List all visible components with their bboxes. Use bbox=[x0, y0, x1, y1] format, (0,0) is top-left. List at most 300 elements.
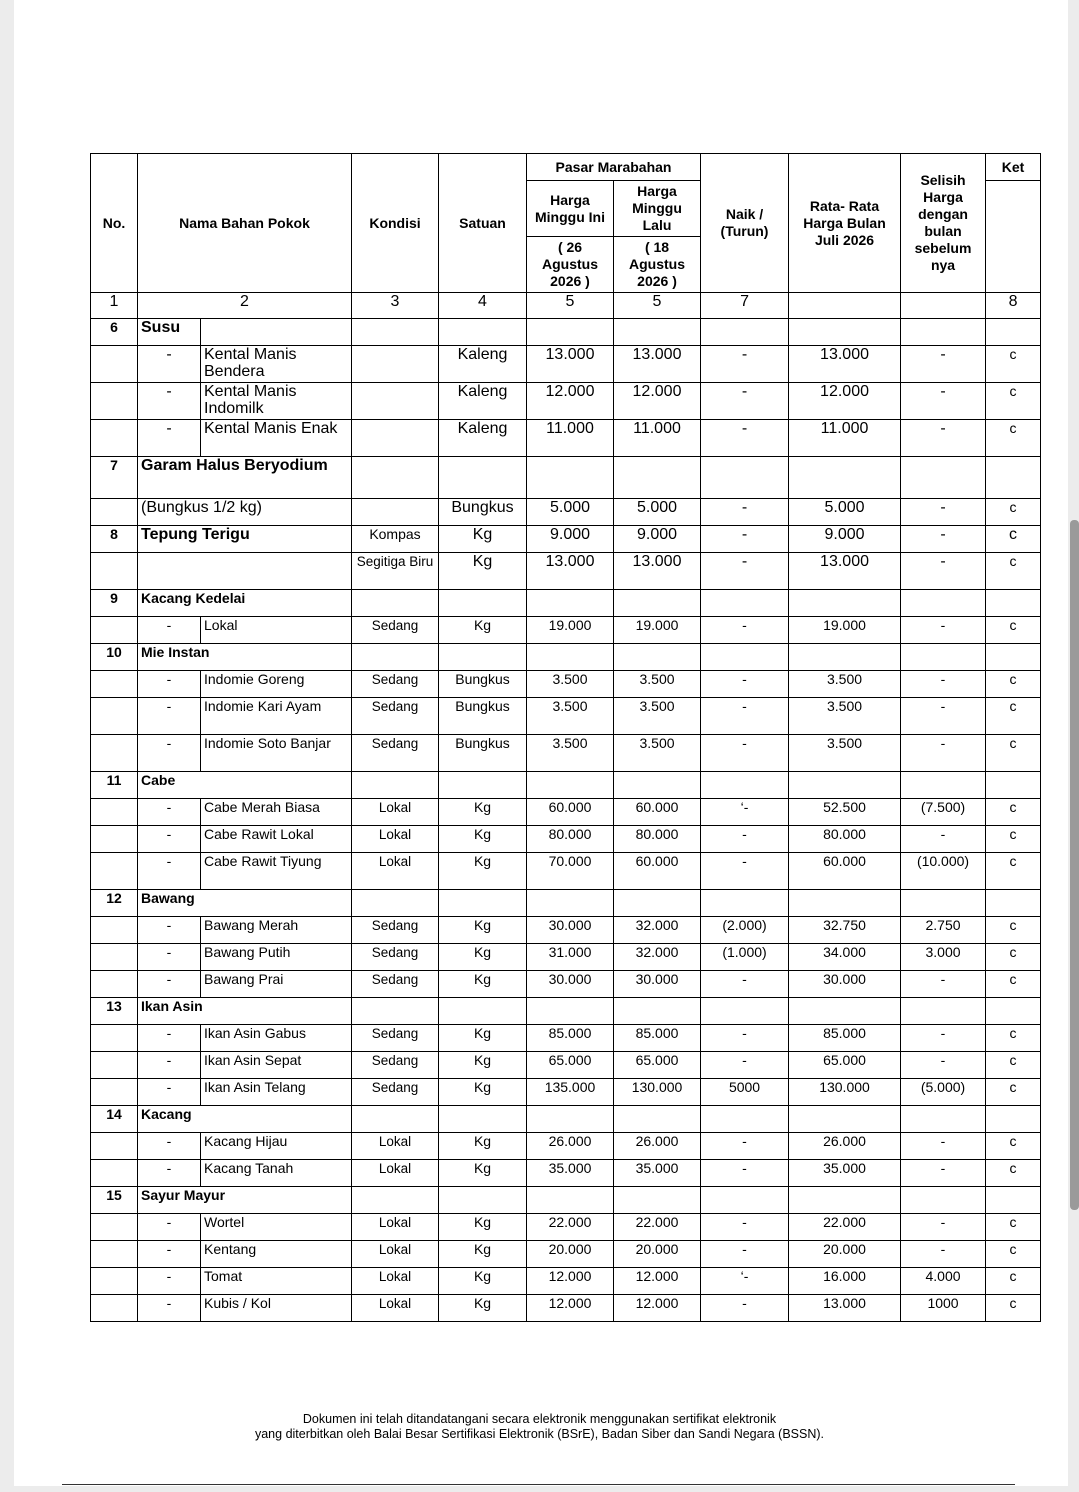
item-row bbox=[91, 1268, 1041, 1295]
naik-turun-cell: - bbox=[701, 1133, 789, 1160]
selisih-cell: (5.000) bbox=[901, 1079, 986, 1106]
kondisi-cell bbox=[352, 420, 439, 457]
rata-rata-cell: 13.000 bbox=[789, 553, 901, 590]
ket-cell: c bbox=[986, 383, 1041, 420]
naik-turun-cell: - bbox=[701, 499, 789, 526]
rata-rata-cell: 11.000 bbox=[789, 420, 901, 457]
empty-cell bbox=[527, 1187, 614, 1214]
group-row bbox=[91, 1187, 1041, 1214]
item-dash: - bbox=[138, 1295, 201, 1322]
header-pasar: Pasar Marabahan bbox=[527, 154, 701, 181]
kondisi-cell: Sedang bbox=[352, 1079, 439, 1106]
item-row bbox=[91, 1133, 1041, 1160]
empty-cell bbox=[91, 553, 138, 590]
ket-cell: c bbox=[986, 1241, 1041, 1268]
ket-cell: c bbox=[986, 1268, 1041, 1295]
item-name: Indomie Kari Ayam bbox=[201, 698, 352, 735]
naik-turun-cell: - bbox=[701, 735, 789, 772]
harga-ini-cell: 20.000 bbox=[527, 1241, 614, 1268]
empty-cell bbox=[986, 590, 1041, 617]
naik-turun-cell: 5000 bbox=[701, 1079, 789, 1106]
empty-cell bbox=[901, 1187, 986, 1214]
empty-cell bbox=[91, 499, 138, 526]
numbering-cell: 3 bbox=[352, 293, 439, 319]
selisih-cell: (10.000) bbox=[901, 853, 986, 890]
empty-cell bbox=[701, 890, 789, 917]
satuan-cell: Kaleng bbox=[439, 383, 527, 420]
satuan-cell: Kg bbox=[439, 826, 527, 853]
harga-ini-cell: 31.000 bbox=[527, 944, 614, 971]
harga-lalu-cell: 3.500 bbox=[614, 735, 701, 772]
header-kondisi: Kondisi bbox=[352, 154, 439, 293]
empty-cell bbox=[986, 1106, 1041, 1133]
item-dash: - bbox=[138, 799, 201, 826]
group-row bbox=[91, 319, 1041, 346]
group-row bbox=[91, 890, 1041, 917]
selisih-cell: - bbox=[901, 1133, 986, 1160]
satuan-cell: Kg bbox=[439, 1025, 527, 1052]
satuan-cell: Kg bbox=[439, 1160, 527, 1187]
group-name: Sayur Mayur bbox=[138, 1187, 352, 1214]
empty-cell bbox=[986, 644, 1041, 671]
naik-turun-cell: - bbox=[701, 1241, 789, 1268]
ket-cell: c bbox=[986, 1079, 1041, 1106]
harga-lalu-cell: 20.000 bbox=[614, 1241, 701, 1268]
table-body bbox=[91, 319, 1041, 1322]
item-row bbox=[91, 553, 1041, 590]
empty-cell bbox=[439, 1106, 527, 1133]
empty-cell bbox=[614, 590, 701, 617]
empty-cell bbox=[789, 644, 901, 671]
group-name: Kacang bbox=[138, 1106, 352, 1133]
group-name: Mie Instan bbox=[138, 644, 352, 671]
kondisi-cell: Sedang bbox=[352, 617, 439, 644]
harga-lalu-cell: 13.000 bbox=[614, 346, 701, 383]
rata-rata-cell: 3.500 bbox=[789, 735, 901, 772]
header-ket: Ket bbox=[986, 154, 1041, 181]
empty-cell bbox=[91, 853, 138, 890]
table-header bbox=[91, 154, 1041, 319]
empty-cell bbox=[352, 1106, 439, 1133]
item-name: Kacang Hijau bbox=[201, 1133, 352, 1160]
item-row bbox=[91, 383, 1041, 420]
numbering-cell bbox=[789, 293, 901, 319]
rata-rata-cell: 130.000 bbox=[789, 1079, 901, 1106]
empty-cell bbox=[986, 1187, 1041, 1214]
empty-cell bbox=[789, 590, 901, 617]
item-dash: - bbox=[138, 826, 201, 853]
selisih-cell: 3.000 bbox=[901, 944, 986, 971]
item-dash: - bbox=[138, 917, 201, 944]
empty-cell bbox=[701, 1187, 789, 1214]
empty-cell bbox=[986, 319, 1041, 346]
item-name: Bawang Prai bbox=[201, 971, 352, 998]
signature-notice bbox=[0, 1412, 1079, 1442]
empty-cell bbox=[901, 457, 986, 499]
naik-turun-cell: - bbox=[701, 1160, 789, 1187]
harga-lalu-cell: 65.000 bbox=[614, 1052, 701, 1079]
naik-turun-cell: - bbox=[701, 671, 789, 698]
satuan-cell: Kg bbox=[439, 1079, 527, 1106]
item-dash: - bbox=[138, 853, 201, 890]
kondisi-cell bbox=[352, 383, 439, 420]
item-name: Ikan Asin Gabus bbox=[201, 1025, 352, 1052]
ket-cell: c bbox=[986, 553, 1041, 590]
selisih-cell: 1000 bbox=[901, 1295, 986, 1322]
group-number: 9 bbox=[91, 590, 138, 617]
harga-ini-cell: 13.000 bbox=[527, 553, 614, 590]
item-name: Cabe Rawit Tiyung bbox=[201, 853, 352, 890]
harga-ini-cell: 3.500 bbox=[527, 671, 614, 698]
group-number: 12 bbox=[91, 890, 138, 917]
naik-turun-cell: - bbox=[701, 617, 789, 644]
rata-rata-cell: 13.000 bbox=[789, 1295, 901, 1322]
kondisi-cell: Sedang bbox=[352, 944, 439, 971]
item-row bbox=[91, 799, 1041, 826]
kondisi-cell: Sedang bbox=[352, 735, 439, 772]
header-harga-lalu: Harga Minggu Lalu bbox=[614, 181, 701, 237]
empty-cell bbox=[901, 319, 986, 346]
header-tanggal-ini: ( 26 Agustus 2026 ) bbox=[527, 237, 614, 293]
empty-cell bbox=[901, 772, 986, 799]
empty-cell bbox=[614, 772, 701, 799]
naik-turun-cell: - bbox=[701, 420, 789, 457]
item-name bbox=[138, 553, 352, 590]
satuan-cell: Kg bbox=[439, 971, 527, 998]
item-name: Ikan Asin Sepat bbox=[201, 1052, 352, 1079]
ket-cell: c bbox=[986, 1133, 1041, 1160]
kondisi-cell: Kompas bbox=[352, 526, 439, 553]
group-number: 11 bbox=[91, 772, 138, 799]
harga-ini-cell: 30.000 bbox=[527, 917, 614, 944]
item-dash: - bbox=[138, 617, 201, 644]
empty-cell bbox=[527, 590, 614, 617]
item-dash: - bbox=[138, 1241, 201, 1268]
harga-ini-cell: 65.000 bbox=[527, 1052, 614, 1079]
empty-cell bbox=[901, 1106, 986, 1133]
empty-cell bbox=[91, 346, 138, 383]
ket-cell: c bbox=[986, 1160, 1041, 1187]
item-dash: - bbox=[138, 1214, 201, 1241]
empty-cell bbox=[527, 644, 614, 671]
empty-cell bbox=[986, 890, 1041, 917]
kondisi-cell: Lokal bbox=[352, 1295, 439, 1322]
numbering-cell: 5 bbox=[614, 293, 701, 319]
item-name: Bawang Merah bbox=[201, 917, 352, 944]
item-row bbox=[91, 1241, 1041, 1268]
item-name: Indomie Soto Banjar bbox=[201, 735, 352, 772]
naik-turun-cell: - bbox=[701, 826, 789, 853]
empty-cell bbox=[527, 457, 614, 499]
empty-cell bbox=[701, 644, 789, 671]
empty-cell bbox=[614, 1187, 701, 1214]
item-row bbox=[91, 617, 1041, 644]
naik-turun-cell: ‘- bbox=[701, 799, 789, 826]
empty-cell bbox=[439, 644, 527, 671]
signature-notice-line-2: yang diterbitkan oleh Balai Besar Sertifikasi Elektronik (BSrE), Badan Siber dan Sandi Negara (BSSN). bbox=[254, 1427, 825, 1441]
rata-rata-cell: 26.000 bbox=[789, 1133, 901, 1160]
ket-cell: c bbox=[986, 526, 1041, 553]
item-dash: - bbox=[138, 1160, 201, 1187]
empty-cell bbox=[614, 644, 701, 671]
ket-cell: c bbox=[986, 853, 1041, 890]
selisih-cell: - bbox=[901, 420, 986, 457]
empty-cell bbox=[789, 998, 901, 1025]
header-rata: Rata- Rata Harga Bulan Juli 2026 bbox=[789, 154, 901, 293]
empty-cell bbox=[789, 1187, 901, 1214]
empty-cell bbox=[91, 420, 138, 457]
empty-cell bbox=[701, 1106, 789, 1133]
item-dash: - bbox=[138, 971, 201, 998]
empty-cell bbox=[91, 1025, 138, 1052]
ket-cell: c bbox=[986, 799, 1041, 826]
harga-ini-cell: 35.000 bbox=[527, 1160, 614, 1187]
empty-cell bbox=[439, 998, 527, 1025]
selisih-cell: - bbox=[901, 671, 986, 698]
satuan-cell: Kg bbox=[439, 1214, 527, 1241]
harga-ini-cell: 5.000 bbox=[527, 499, 614, 526]
harga-lalu-cell: 22.000 bbox=[614, 1214, 701, 1241]
item-row bbox=[91, 1295, 1041, 1322]
selisih-cell: - bbox=[901, 1025, 986, 1052]
kondisi-cell: Lokal bbox=[352, 1241, 439, 1268]
ket-cell: c bbox=[986, 826, 1041, 853]
item-name: Bawang Putih bbox=[201, 944, 352, 971]
empty-cell bbox=[986, 772, 1041, 799]
kondisi-cell: Sedang bbox=[352, 1052, 439, 1079]
rata-rata-cell: 85.000 bbox=[789, 1025, 901, 1052]
item-name: Wortel bbox=[201, 1214, 352, 1241]
harga-ini-cell: 3.500 bbox=[527, 735, 614, 772]
numbering-cell: 8 bbox=[986, 293, 1041, 319]
ket-cell: c bbox=[986, 971, 1041, 998]
item-dash: - bbox=[138, 1052, 201, 1079]
numbering-cell: 1 bbox=[91, 293, 138, 319]
header-nama: Nama Bahan Pokok bbox=[138, 154, 352, 293]
naik-turun-cell: - bbox=[701, 971, 789, 998]
harga-ini-cell: 12.000 bbox=[527, 1268, 614, 1295]
satuan-cell: Kg bbox=[439, 617, 527, 644]
harga-lalu-cell: 60.000 bbox=[614, 799, 701, 826]
item-name: Kental Manis Bendera bbox=[201, 346, 352, 383]
naik-turun-cell: (2.000) bbox=[701, 917, 789, 944]
empty-cell bbox=[91, 383, 138, 420]
kondisi-cell: Sedang bbox=[352, 917, 439, 944]
satuan-cell: Kaleng bbox=[439, 346, 527, 383]
empty-cell bbox=[986, 457, 1041, 499]
price-table bbox=[90, 153, 1041, 1322]
selisih-cell: - bbox=[901, 553, 986, 590]
empty-cell bbox=[91, 971, 138, 998]
harga-ini-cell: 13.000 bbox=[527, 346, 614, 383]
group-number: 14 bbox=[91, 1106, 138, 1133]
rata-rata-cell: 32.750 bbox=[789, 917, 901, 944]
selisih-cell: 4.000 bbox=[901, 1268, 986, 1295]
harga-ini-cell: 22.000 bbox=[527, 1214, 614, 1241]
naik-turun-cell: - bbox=[701, 526, 789, 553]
empty-cell bbox=[614, 998, 701, 1025]
empty-cell bbox=[901, 644, 986, 671]
satuan-cell: Kg bbox=[439, 1268, 527, 1295]
harga-ini-cell: 135.000 bbox=[527, 1079, 614, 1106]
rata-rata-cell: 3.500 bbox=[789, 698, 901, 735]
empty-cell bbox=[527, 998, 614, 1025]
naik-turun-cell: - bbox=[701, 1052, 789, 1079]
kondisi-cell: Lokal bbox=[352, 1133, 439, 1160]
satuan-cell: Kg bbox=[439, 944, 527, 971]
satuan-cell: Kg bbox=[439, 1133, 527, 1160]
kondisi-cell bbox=[352, 346, 439, 383]
satuan-cell: Kg bbox=[439, 1052, 527, 1079]
item-name: Cabe Rawit Lokal bbox=[201, 826, 352, 853]
rata-rata-cell: 30.000 bbox=[789, 971, 901, 998]
selisih-cell: (7.500) bbox=[901, 799, 986, 826]
empty-cell bbox=[701, 998, 789, 1025]
harga-ini-cell: 19.000 bbox=[527, 617, 614, 644]
rata-rata-cell: 12.000 bbox=[789, 383, 901, 420]
harga-lalu-cell: 12.000 bbox=[614, 1268, 701, 1295]
empty-cell bbox=[439, 319, 527, 346]
scrollbar[interactable] bbox=[1070, 520, 1079, 1210]
item-row bbox=[91, 1214, 1041, 1241]
numbering-cell: 2 bbox=[138, 293, 352, 319]
empty-cell bbox=[91, 735, 138, 772]
group-name: Tepung Terigu bbox=[138, 526, 352, 553]
empty-cell bbox=[901, 998, 986, 1025]
empty-cell bbox=[789, 890, 901, 917]
harga-lalu-cell: 26.000 bbox=[614, 1133, 701, 1160]
empty-cell bbox=[91, 1079, 138, 1106]
harga-lalu-cell: 130.000 bbox=[614, 1079, 701, 1106]
empty-cell bbox=[91, 1160, 138, 1187]
ket-cell: c bbox=[986, 944, 1041, 971]
group-row bbox=[91, 1106, 1041, 1133]
item-dash: - bbox=[138, 1268, 201, 1295]
ket-cell: c bbox=[986, 671, 1041, 698]
empty-cell bbox=[352, 1187, 439, 1214]
rata-rata-cell: 16.000 bbox=[789, 1268, 901, 1295]
rata-rata-cell: 9.000 bbox=[789, 526, 901, 553]
selisih-cell: - bbox=[901, 1052, 986, 1079]
item-name: Kental Manis Enak bbox=[201, 420, 352, 457]
ket-cell: c bbox=[986, 346, 1041, 383]
item-dash: - bbox=[138, 1133, 201, 1160]
harga-lalu-cell: 85.000 bbox=[614, 1025, 701, 1052]
harga-ini-cell: 60.000 bbox=[527, 799, 614, 826]
ket-cell: c bbox=[986, 420, 1041, 457]
satuan-cell: Kaleng bbox=[439, 420, 527, 457]
empty-cell bbox=[614, 319, 701, 346]
empty-cell bbox=[701, 319, 789, 346]
selisih-cell: - bbox=[901, 735, 986, 772]
harga-ini-cell: 30.000 bbox=[527, 971, 614, 998]
item-name: Kacang Tanah bbox=[201, 1160, 352, 1187]
group-name: Kacang Kedelai bbox=[138, 590, 352, 617]
empty-cell bbox=[527, 319, 614, 346]
rata-rata-cell: 52.500 bbox=[789, 799, 901, 826]
harga-ini-cell: 80.000 bbox=[527, 826, 614, 853]
harga-ini-cell: 85.000 bbox=[527, 1025, 614, 1052]
empty-cell bbox=[91, 671, 138, 698]
item-dash: - bbox=[138, 346, 201, 383]
rata-rata-cell: 22.000 bbox=[789, 1214, 901, 1241]
group-row bbox=[91, 644, 1041, 671]
selisih-cell: 2.750 bbox=[901, 917, 986, 944]
naik-turun-cell: - bbox=[701, 1295, 789, 1322]
harga-lalu-cell: 35.000 bbox=[614, 1160, 701, 1187]
rata-rata-cell: 3.500 bbox=[789, 671, 901, 698]
rata-rata-cell: 19.000 bbox=[789, 617, 901, 644]
item-row bbox=[91, 971, 1041, 998]
header-tanggal-lalu: ( 18 Agustus 2026 ) bbox=[614, 237, 701, 293]
item-name: Cabe Merah Biasa bbox=[201, 799, 352, 826]
ket-cell: c bbox=[986, 1214, 1041, 1241]
empty-cell bbox=[439, 772, 527, 799]
item-name: Ikan Asin Telang bbox=[201, 1079, 352, 1106]
empty-cell bbox=[789, 1106, 901, 1133]
empty-cell bbox=[201, 319, 352, 346]
naik-turun-cell: - bbox=[701, 553, 789, 590]
bottom-rule bbox=[62, 1484, 1015, 1485]
harga-lalu-cell: 19.000 bbox=[614, 617, 701, 644]
group-row bbox=[91, 772, 1041, 799]
signature-notice-line-1: Dokumen ini telah ditandatangani secara elektronik menggunakan sertifikat elektronik bbox=[302, 1412, 777, 1426]
numbering-cell: 7 bbox=[701, 293, 789, 319]
satuan-cell: Kg bbox=[439, 553, 527, 590]
empty-cell bbox=[789, 772, 901, 799]
satuan-cell: Bungkus bbox=[439, 735, 527, 772]
selisih-cell: - bbox=[901, 971, 986, 998]
harga-ini-cell: 9.000 bbox=[527, 526, 614, 553]
ket-cell: c bbox=[986, 617, 1041, 644]
ket-cell: c bbox=[986, 499, 1041, 526]
item-dash: - bbox=[138, 420, 201, 457]
satuan-cell: Kg bbox=[439, 853, 527, 890]
empty-cell bbox=[986, 998, 1041, 1025]
empty-cell bbox=[352, 319, 439, 346]
item-name: Lokal bbox=[201, 617, 352, 644]
empty-cell bbox=[352, 590, 439, 617]
group-number: 13 bbox=[91, 998, 138, 1025]
empty-cell bbox=[91, 1241, 138, 1268]
harga-lalu-cell: 3.500 bbox=[614, 671, 701, 698]
group-number: 10 bbox=[91, 644, 138, 671]
empty-cell bbox=[701, 590, 789, 617]
empty-cell bbox=[91, 1268, 138, 1295]
item-row bbox=[91, 499, 1041, 526]
empty-cell bbox=[439, 1187, 527, 1214]
empty-cell bbox=[701, 772, 789, 799]
empty-cell bbox=[439, 457, 527, 499]
header-naik: Naik / (Turun) bbox=[701, 154, 789, 293]
item-row bbox=[91, 1160, 1041, 1187]
empty-cell bbox=[91, 1295, 138, 1322]
kondisi-cell: Lokal bbox=[352, 1268, 439, 1295]
empty-cell bbox=[352, 998, 439, 1025]
item-dash: - bbox=[138, 698, 201, 735]
item-row bbox=[91, 1079, 1041, 1106]
empty-cell bbox=[789, 319, 901, 346]
harga-lalu-cell: 13.000 bbox=[614, 553, 701, 590]
harga-lalu-cell: 3.500 bbox=[614, 698, 701, 735]
item-name: (Bungkus 1/2 kg) bbox=[138, 499, 352, 526]
item-row bbox=[91, 917, 1041, 944]
harga-lalu-cell: 80.000 bbox=[614, 826, 701, 853]
empty-cell bbox=[91, 1052, 138, 1079]
selisih-cell: - bbox=[901, 499, 986, 526]
ket-cell: c bbox=[986, 1025, 1041, 1052]
empty-cell bbox=[614, 890, 701, 917]
